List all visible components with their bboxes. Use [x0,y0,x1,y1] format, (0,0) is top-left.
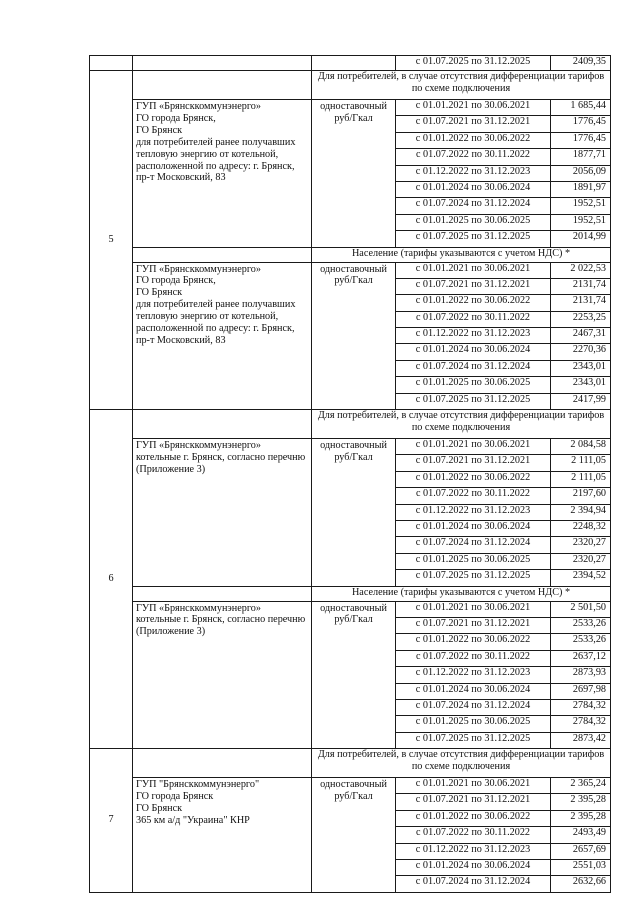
period-cell: с 01.01.2025 по 30.06.2025 [396,214,551,230]
tariff-value-cell: 2 022,53 [551,262,611,278]
period-cell: с 01.07.2021 по 31.12.2021 [396,617,551,633]
tariff-row [90,778,611,794]
period-cell: с 01.07.2021 по 31.12.2021 [396,794,551,810]
period-cell: с 01.07.2022 по 30.11.2022 [396,311,551,327]
period-cell: с 01.01.2024 по 30.06.2024 [396,181,551,197]
tariff-value-cell: 2657,69 [551,843,611,859]
period-cell: с 01.01.2022 по 30.06.2022 [396,132,551,148]
period-cell: с 01.07.2025 по 31.12.2025 [396,570,551,586]
period-cell: с 01.01.2021 по 30.06.2021 [396,439,551,455]
blank-cell [133,749,312,778]
blank-cell [133,410,312,439]
period-cell: с 01.07.2025 по 31.12.2025 [396,231,551,247]
tariff-type-cell: одноставочный руб/Гкал [312,601,396,749]
block-header-row [90,410,611,439]
period-cell: с 01.07.2024 по 31.12.2024 [396,537,551,553]
period-cell: с 01.01.2021 по 30.06.2021 [396,100,551,116]
organization-cell: ГУП «Брянсккоммунэнерго» котельные г. Брянск, согласно перечню (Приложение 3) [133,439,312,587]
period-cell: с 01.01.2024 по 30.06.2024 [396,344,551,360]
blank-cell [90,56,133,71]
tariff-value-cell: 2270,36 [551,344,611,360]
period-cell: с 01.12.2022 по 31.12.2023 [396,328,551,344]
period-cell: с 01.12.2022 по 31.12.2023 [396,504,551,520]
tariff-value-cell: 2 084,58 [551,439,611,455]
tariff-value-cell: 2 395,28 [551,810,611,826]
tariff-value-cell: 1952,51 [551,214,611,230]
tariff-value-cell: 2 111,05 [551,455,611,471]
tariff-value-cell: 2 395,28 [551,794,611,810]
tariff-value-cell: 2343,01 [551,360,611,376]
period-cell: с 01.01.2021 по 30.06.2021 [396,601,551,617]
period-cell: с 01.01.2022 по 30.06.2022 [396,295,551,311]
tariff-row [90,100,611,116]
tariff-value-cell: 2248,32 [551,520,611,536]
block-header-row [90,749,611,778]
consumer-group-header: Население (тарифы указываются с учетом НДС) * [312,586,611,601]
tariff-value-cell: 2784,32 [551,699,611,715]
tariff-value-cell: 2873,93 [551,667,611,683]
period-cell: с 01.01.2024 по 30.06.2024 [396,860,551,876]
period-cell: с 01.01.2022 по 30.06.2022 [396,634,551,650]
period-cell: с 01.12.2022 по 31.12.2023 [396,667,551,683]
blank-cell [312,56,396,71]
tariff-type-cell: одноставочный руб/Гкал [312,439,396,587]
tariff-value-cell: 1776,45 [551,132,611,148]
blank-cell [133,56,312,71]
tariff-value-cell: 2533,26 [551,634,611,650]
tariff-value-cell: 2632,66 [551,876,611,892]
period-cell: с 01.01.2024 по 30.06.2024 [396,683,551,699]
period-cell: с 01.07.2021 по 31.12.2021 [396,455,551,471]
tariff-value-cell: 2467,31 [551,328,611,344]
block-header-row [90,71,611,100]
tariff-row [90,601,611,617]
tariff-value-cell: 2320,27 [551,553,611,569]
blank-cell [133,71,312,100]
period-cell: с 01.07.2024 по 31.12.2024 [396,198,551,214]
period-cell: с 01.01.2025 по 30.06.2025 [396,716,551,732]
consumer-group-header: Для потребителей, в случае отсутствия дифференциации тарифов по схеме подключения [312,71,611,100]
tariff-value-cell: 2131,74 [551,295,611,311]
organization-cell: ГУП «Брянсккоммунэнерго» ГО города Брянск, ГО Брянск для потребителей ранее получавших тепловую энергию от котельной, расположенной по адресу: г. Брянск, пр-т Московский, 83 [133,262,312,410]
tariff-value-cell: 2533,26 [551,617,611,633]
section-number: 7 [90,749,133,893]
tariff-value-cell: 2409,35 [551,56,611,71]
tariff-value-cell: 2 501,50 [551,601,611,617]
organization-cell: ГУП "Брянсккоммунэнерго" ГО города Брянск ГО Брянск 365 км а/д "Украина" КНР [133,778,312,893]
tariff-value-cell: 2551,03 [551,860,611,876]
period-cell: с 01.01.2022 по 30.06.2022 [396,471,551,487]
period-cell: с 01.07.2021 по 31.12.2021 [396,116,551,132]
section-number: 6 [90,410,133,749]
tariff-value-cell: 2 394,94 [551,504,611,520]
organization-cell: ГУП «Брянсккоммунэнерго» котельные г. Брянск, согласно перечню (Приложение 3) [133,601,312,749]
consumer-group-header: Для потребителей, в случае отсутствия дифференциации тарифов по схеме подключения [312,410,611,439]
tariff-value-cell: 1891,97 [551,181,611,197]
tariff-value-cell: 2697,98 [551,683,611,699]
tariff-value-cell: 2320,27 [551,537,611,553]
tariff-value-cell: 2873,42 [551,732,611,748]
tariff-value-cell: 2417,99 [551,393,611,409]
period-cell: с 01.07.2024 по 31.12.2024 [396,876,551,892]
organization-cell: ГУП «Брянсккоммунэнерго» ГО города Брянск, ГО Брянск для потребителей ранее получавших тепловую энергию от котельной, расположенной по адресу: г. Брянск, пр-т Московский, 83 [133,100,312,248]
tariff-value-cell: 1952,51 [551,198,611,214]
tariff-value-cell: 2197,60 [551,488,611,504]
tariff-table [89,55,611,893]
period-cell: с 01.12.2022 по 31.12.2023 [396,843,551,859]
tariff-row [90,439,611,455]
tariff-type-cell: одноставочный руб/Гкал [312,778,396,893]
tariff-value-cell: 2493,49 [551,827,611,843]
tariff-value-cell: 1877,71 [551,149,611,165]
period-cell: с 01.07.2022 по 30.11.2022 [396,149,551,165]
period-cell: с 01.01.2021 по 30.06.2021 [396,778,551,794]
tariff-value-cell: 2 365,24 [551,778,611,794]
period-cell: с 01.07.2022 по 30.11.2022 [396,650,551,666]
block-header-row [90,586,611,601]
block-header-row [90,247,611,262]
consumer-group-header: Для потребителей, в случае отсутствия дифференциации тарифов по схеме подключения [312,749,611,778]
period-cell: с 01.01.2022 по 30.06.2022 [396,810,551,826]
tariff-value-cell: 2637,12 [551,650,611,666]
tariff-value-cell: 2253,25 [551,311,611,327]
tariff-value-cell: 2784,32 [551,716,611,732]
blank-cell [133,586,312,601]
tariff-type-cell: одноставочный руб/Гкал [312,262,396,410]
tariff-value-cell: 1 685,44 [551,100,611,116]
period-cell: с 01.01.2021 по 30.06.2021 [396,262,551,278]
period-cell: с 01.07.2025 по 31.12.2025 [396,393,551,409]
blank-cell [133,247,312,262]
tariff-value-cell: 2343,01 [551,377,611,393]
tariff-value-cell: 2 111,05 [551,471,611,487]
period-cell: с 01.01.2024 по 30.06.2024 [396,520,551,536]
period-cell: с 01.07.2024 по 31.12.2024 [396,360,551,376]
tariff-value-cell: 2014,99 [551,231,611,247]
period-cell: с 01.01.2025 по 30.06.2025 [396,553,551,569]
tariff-value-cell: 2131,74 [551,278,611,294]
period-cell: с 01.07.2022 по 30.11.2022 [396,488,551,504]
period-cell: с 01.07.2021 по 31.12.2021 [396,278,551,294]
consumer-group-header: Население (тарифы указываются с учетом НДС) * [312,247,611,262]
period-cell: с 01.07.2024 по 31.12.2024 [396,699,551,715]
continuation-row [90,56,611,71]
tariff-value-cell: 2056,09 [551,165,611,181]
tariff-value-cell: 2394,52 [551,570,611,586]
period-cell: с 01.07.2022 по 30.11.2022 [396,827,551,843]
period-cell: с 01.12.2022 по 31.12.2023 [396,165,551,181]
tariff-value-cell: 1776,45 [551,116,611,132]
period-cell: с 01.07.2025 по 31.12.2025 [396,56,551,71]
section-number: 5 [90,71,133,410]
period-cell: с 01.07.2025 по 31.12.2025 [396,732,551,748]
tariff-type-cell: одноставочный руб/Гкал [312,100,396,248]
period-cell: с 01.01.2025 по 30.06.2025 [396,377,551,393]
tariff-row [90,262,611,278]
